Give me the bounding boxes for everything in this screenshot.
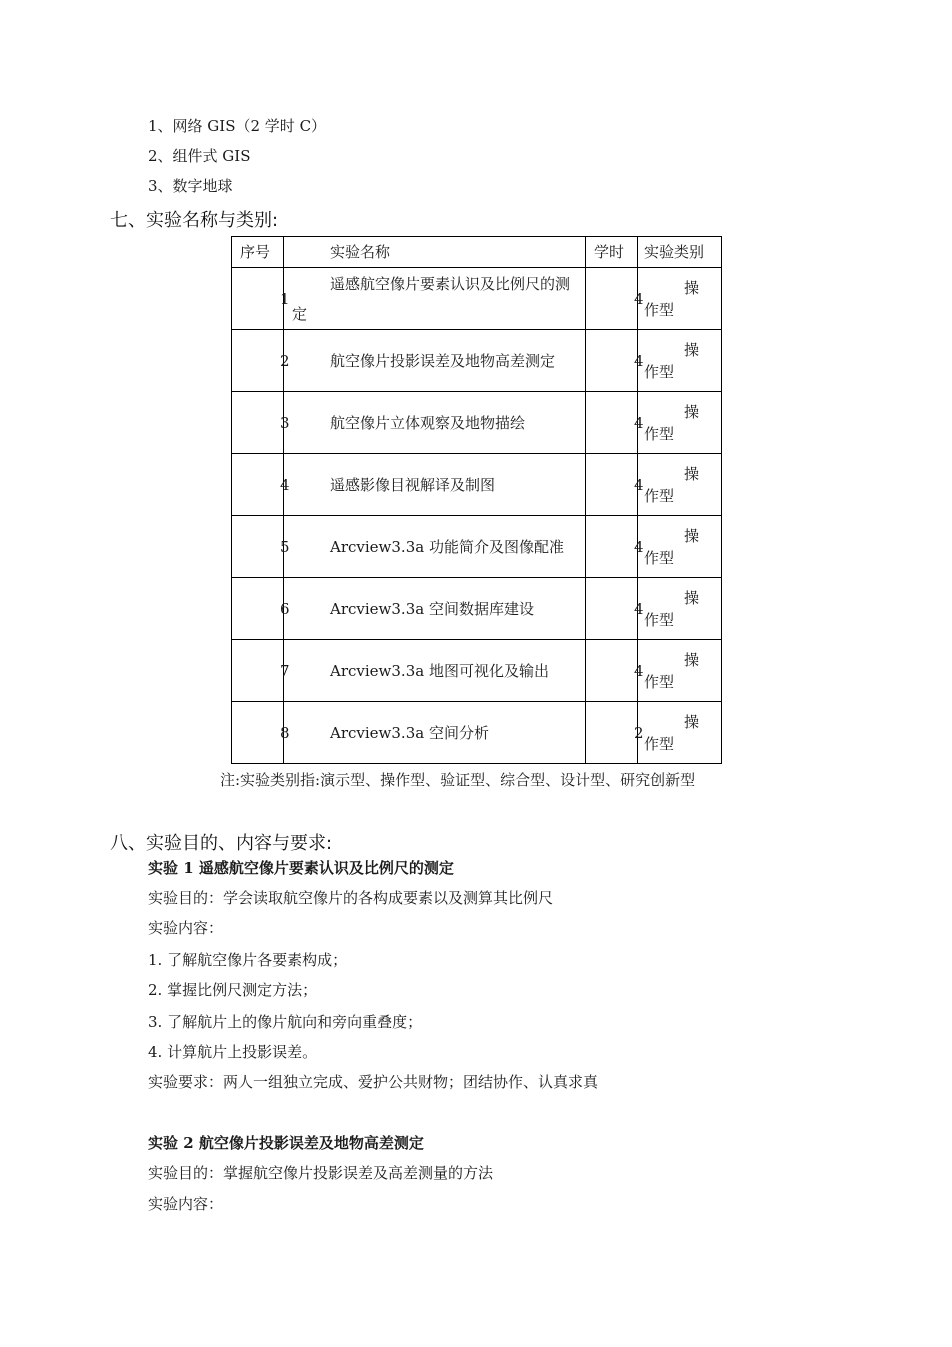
cell-seq: 3	[232, 392, 284, 454]
table-row	[232, 640, 722, 702]
cell-hours: 4	[586, 330, 638, 392]
exp1-purpose: 实验目的：学会读取航空像片的各构成要素以及测算其比例尺	[148, 889, 554, 907]
exp1-item-4: 4. 计算航片上投影误差。	[148, 1043, 318, 1061]
cell-type: 操 作型	[638, 702, 722, 764]
cell-type: 操 作型	[638, 640, 722, 702]
cell-seq: 7	[232, 640, 284, 702]
cell-hours: 4	[586, 268, 638, 330]
cell-hours: 4	[586, 454, 638, 516]
header-seq: 序号	[232, 237, 284, 268]
cell-seq: 8	[232, 702, 284, 764]
exp1-item-2: 2. 掌握比例尺测定方法；	[148, 981, 318, 999]
exp1-requirement: 实验要求：两人一组独立完成、爱护公共财物；团结协作、认真求真	[148, 1073, 599, 1091]
topic-2: 2、组件式 GIS	[148, 147, 251, 165]
table-row	[232, 392, 722, 454]
cell-seq: 4	[232, 454, 284, 516]
exp2-title: 实验 2 航空像片投影误差及地物高差测定	[148, 1134, 424, 1152]
exp1-content-label: 实验内容：	[148, 919, 224, 937]
exp1-item-1: 1. 了解航空像片各要素构成；	[148, 951, 348, 969]
cell-type: 操 作型	[638, 330, 722, 392]
cell-name: Arcview3.3a 地图可视化及输出	[284, 640, 586, 702]
cell-type: 操 作型	[638, 454, 722, 516]
cell-hours: 4	[586, 392, 638, 454]
table-note: 注:实验类别指:演示型、操作型、验证型、综合型、设计型、研究创新型	[220, 771, 696, 789]
table-row	[232, 330, 722, 392]
header-type: 实验类别	[638, 237, 722, 268]
section-8-heading: 八、实验目的、内容与要求:	[110, 833, 333, 854]
cell-name: Arcview3.3a 空间分析	[284, 702, 586, 764]
cell-hours: 4	[586, 578, 638, 640]
exp1-title: 实验 1 遥感航空像片要素认识及比例尺的测定	[148, 859, 454, 877]
table-header-row	[232, 237, 722, 268]
cell-hours: 4	[586, 640, 638, 702]
header-name: 实验名称	[284, 237, 586, 268]
cell-type: 操 作型	[638, 268, 722, 330]
cell-seq: 5	[232, 516, 284, 578]
cell-seq: 6	[232, 578, 284, 640]
cell-type: 操 作型	[638, 516, 722, 578]
exp2-purpose: 实验目的：掌握航空像片投影误差及高差测量的方法	[148, 1164, 494, 1182]
cell-name: Arcview3.3a 功能简介及图像配准	[284, 516, 586, 578]
section-7-heading: 七、实验名称与类别:	[110, 210, 279, 231]
table-row	[232, 454, 722, 516]
cell-name: 航空像片投影误差及地物高差测定	[284, 330, 586, 392]
exp1-item-3: 3. 了解航片上的像片航向和旁向重叠度；	[148, 1013, 423, 1031]
table-row	[232, 702, 722, 764]
header-hours: 学时	[586, 237, 638, 268]
table-row	[232, 268, 722, 330]
cell-name: Arcview3.3a 空间数据库建设	[284, 578, 586, 640]
exp2-content-label: 实验内容：	[148, 1195, 224, 1213]
cell-name: 遥感影像目视解译及制图	[284, 454, 586, 516]
cell-type: 操 作型	[638, 392, 722, 454]
topic-1: 1、网络 GIS（2 学时 C）	[148, 117, 327, 135]
cell-type: 操 作型	[638, 578, 722, 640]
topic-3: 3、数字地球	[148, 177, 233, 195]
table-row	[232, 516, 722, 578]
cell-name: 航空像片立体观察及地物描绘	[284, 392, 586, 454]
cell-name: 遥感航空像片要素认识及比例尺的测定	[284, 268, 586, 330]
table-row	[232, 578, 722, 640]
cell-hours: 4	[586, 516, 638, 578]
cell-hours: 2	[586, 702, 638, 764]
experiment-table	[231, 236, 722, 764]
cell-seq: 1	[232, 268, 284, 330]
cell-seq: 2	[232, 330, 284, 392]
